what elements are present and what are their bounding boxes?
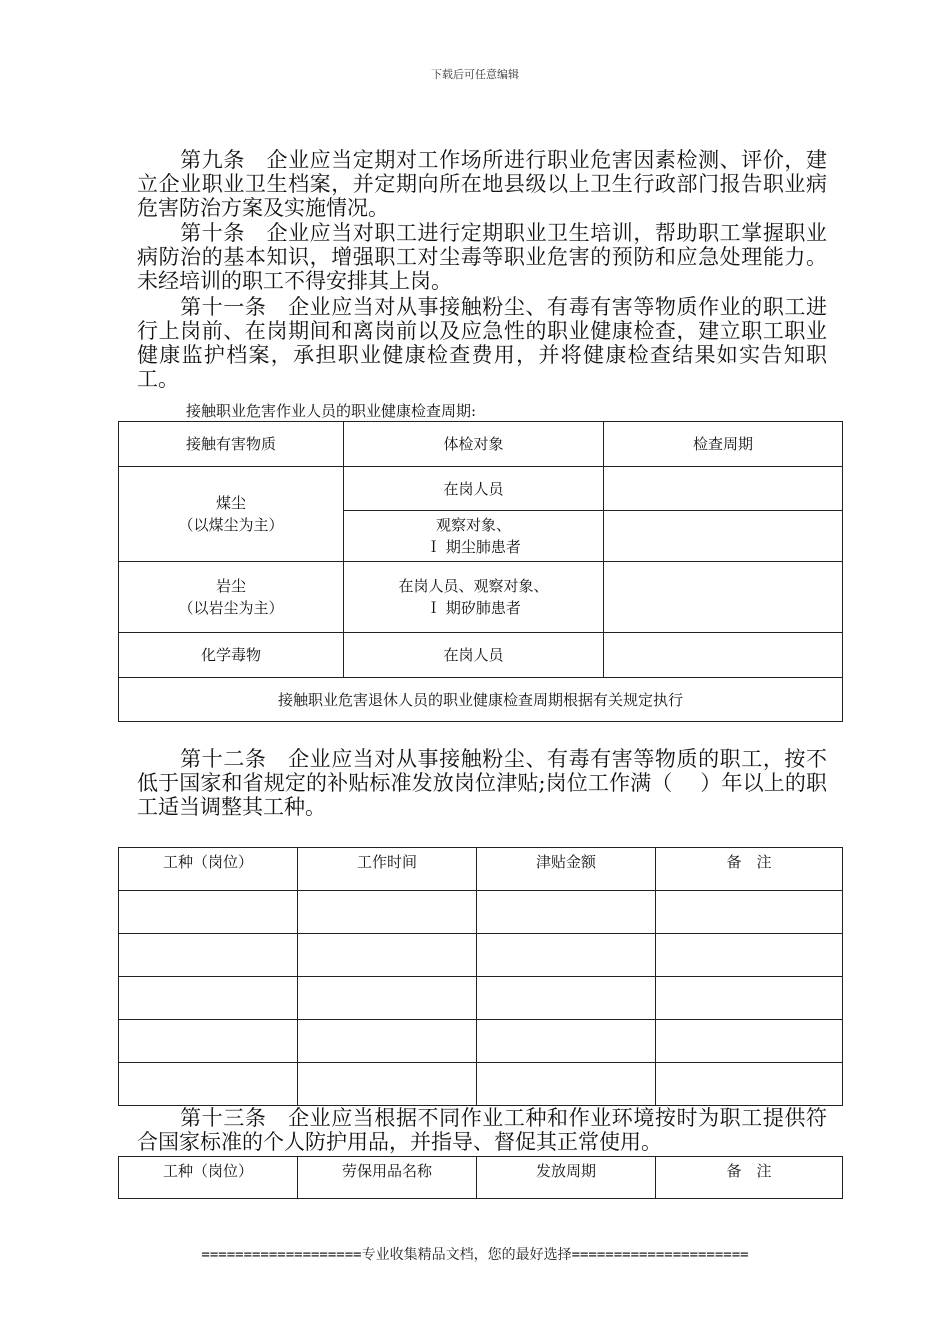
header-cell: 津贴金额 (477, 848, 656, 891)
table-row (119, 934, 843, 977)
blank-cell[interactable] (298, 1020, 477, 1063)
header-cell: 接触有害物质 (119, 422, 344, 467)
header-cell: 体检对象 (344, 422, 604, 467)
table-row (119, 1020, 843, 1063)
chemical-object: 在岗人员 (344, 633, 604, 678)
rock-object (344, 562, 604, 633)
coal-period-1 (604, 467, 843, 511)
header-cell: 备 注 (656, 848, 843, 891)
article-13: 第十三条 企业应当根据不同作业工种和作业环境按时为职工提供符合国家标准的个人防护用品，并指导、督促其正常使用。 (137, 1106, 827, 1154)
chemical-label: 化学毒物 (119, 633, 344, 678)
retiree-note: 接触职业危害退休人员的职业健康检查周期根据有关规定执行 (119, 678, 843, 722)
coal-object-2 (344, 511, 604, 562)
coal-dust-label: 煤尘 (215, 494, 246, 512)
page-footer: ===================专业收集精品文档，您的最好选择===================== (201, 1247, 749, 1263)
blank-cell[interactable] (477, 891, 656, 934)
blank-cell[interactable] (477, 1020, 656, 1063)
blank-cell[interactable] (298, 934, 477, 977)
table1-caption: 接触职业危害作业人员的职业健康检查周期: (186, 402, 477, 420)
blank-cell[interactable] (119, 934, 298, 977)
blank-cell[interactable] (119, 1063, 298, 1106)
blank-cell[interactable] (298, 891, 477, 934)
blank-cell[interactable] (119, 1020, 298, 1063)
coal-dust-sublabel: （以煤尘为主） (178, 516, 284, 534)
blank-cell[interactable] (119, 977, 298, 1020)
health-check-table (118, 421, 843, 722)
coal-object-2-line2: Ｉ 期尘肺患者 (426, 538, 521, 556)
header-cell: 劳保用品名称 (298, 1157, 477, 1199)
coal-object-1: 在岗人员 (344, 467, 604, 511)
blank-cell[interactable] (656, 977, 843, 1020)
table-row (119, 1063, 843, 1106)
header-cell: 备 注 (656, 1157, 843, 1199)
protective-equipment-table (118, 1156, 843, 1199)
header-cell: 发放周期 (477, 1157, 656, 1199)
chemical-period (604, 633, 843, 678)
header-cell: 工种（岗位） (119, 848, 298, 891)
blank-cell[interactable] (656, 1063, 843, 1106)
header-cell: 检查周期 (604, 422, 843, 467)
blank-cell[interactable] (298, 977, 477, 1020)
rock-object-line2: Ｉ 期矽肺患者 (426, 599, 521, 617)
blank-cell[interactable] (656, 1020, 843, 1063)
rock-dust-sublabel: （以岩尘为主） (178, 599, 284, 617)
coal-dust-cell (119, 467, 344, 562)
rock-object-line1: 在岗人员、观察对象、 (398, 577, 549, 595)
article-9: 第九条 企业应当定期对工作场所进行职业危害因素检测、评价，建立企业职业卫生档案，并定期向所在地县级以上卫生行政部门报告职业病危害防治方案及实施情况。 (137, 148, 827, 220)
table-row (119, 891, 843, 934)
blank-cell[interactable] (119, 891, 298, 934)
rock-dust-cell (119, 562, 344, 633)
blank-cell[interactable] (477, 934, 656, 977)
article-10: 第十条 企业应当对职工进行定期职业卫生培训，帮助职工掌握职业病防治的基本知识，增强职工对尘毒等职业危害的预防和应急处理能力。未经培训的职工不得安排其上岗。 (137, 221, 827, 293)
rock-dust-label: 岩尘 (215, 577, 246, 595)
article-12: 第十二条 企业应当对从事接触粉尘、有毒有害等物质的职工，按不低于国家和省规定的补贴标准发放岗位津贴;岗位工作满（ ）年以上的职工适当调整其工种。 (137, 747, 827, 819)
page-header: 下载后可任意编辑 (431, 68, 519, 81)
rock-period (604, 562, 843, 633)
header-cell: 工种（岗位） (119, 1157, 298, 1199)
coal-object-2-line1: 观察对象、 (435, 516, 511, 534)
blank-cell[interactable] (656, 891, 843, 934)
header-cell: 工作时间 (298, 848, 477, 891)
allowance-table (118, 847, 843, 1106)
article-11: 第十一条 企业应当对从事接触粉尘、有毒有害等物质作业的职工进行上岗前、在岗期间和离岗前以及应急性的职业健康检查，建立职工职业健康监护档案，承担职业健康检查费用，并将健康检查结果如实告知职工。 (137, 295, 827, 391)
coal-period-2 (604, 511, 843, 562)
blank-cell[interactable] (477, 1063, 656, 1106)
blank-cell[interactable] (656, 934, 843, 977)
table-row (119, 977, 843, 1020)
blank-cell[interactable] (477, 977, 656, 1020)
blank-cell[interactable] (298, 1063, 477, 1106)
